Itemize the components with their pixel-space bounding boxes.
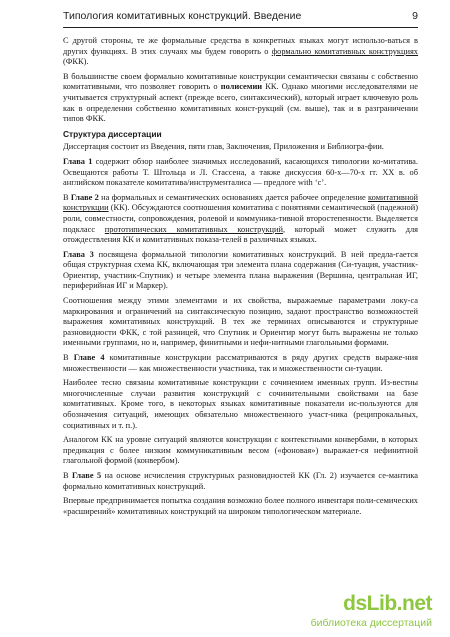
term-kk: комитативной конструкции <box>63 192 418 213</box>
paragraph-4: Глава 1 содержит обзор наиболее значимых исследований, касающихся типологии ко-митатива. Освещаются работы Т. Штольца и Л. Стассена, а также дискуссия 60-х—70-х гг. XX в. об английском показателе комитатива/инструменталиса — предлоге with ‘с’. <box>63 156 418 188</box>
paragraph-2: В большинстве своем формально комитативные конструкции семантически связаны с собственно комитативными, что позволяет говорить о полисемии КК. Однако многими исследователями не учитывается структурный аспект (прежде всего, синтаксический), который играет ключевую роль как в определении собственно комитативных конст-рукций (см. выше), так и в разграничении типов ФКК. <box>63 71 418 124</box>
paragraph-8: В Главе 4 комитативные конструкции рассматриваются в ряду других средств выраже-ния множественности — как множественности участника, так и множественности си-туации. <box>63 353 418 373</box>
section-heading: Структура диссертации <box>63 128 162 139</box>
paragraph-6: Глава 3 посвящена формальной типологии комитативных конструкций. В ней предла-гается общая структурная схема КК, включающая три элемента плана содержания (Си-туация, участник-Ориентир, участник-Спутник) и четыре элемента плана выражения (Вершина, центральная ИГ, периферийная ИГ и Маркер). <box>63 249 418 291</box>
watermark-subtitle: библиотека диссертаций <box>310 617 432 629</box>
paragraph-11: В Главе 5 на основе исчисления структурных разновидностей КК (Гл. 2) изучается се-мантика формально комитативных конструкций. <box>63 470 418 491</box>
paragraph-7: Соотношения между этими элементами и их свойства, выражаемые параметрами локу-са маркирования и ограничений на синтаксическую позицию, задают пространство возможностей выражения комитативных конструкций. В тех же терминах описываются и структурные разновидности ФКК, с той разницей, что Спутник и Ориентир могут быть выражены не только именными группами, но и, например, финитными и нефи-нитными глагольными формами. <box>63 296 418 348</box>
header-title: Типология комитативных конструкций. Введение <box>63 10 302 22</box>
watermark <box>300 592 440 632</box>
paragraph-3: Диссертация состоит из Введения, пяти глав, Заключения, Приложения и Библиогра-фии. <box>63 142 384 152</box>
watermark-logo: dsLib.net <box>343 592 432 615</box>
term-polysemy: полисемии <box>220 82 263 92</box>
header-rule <box>63 27 418 28</box>
paragraph-9: Наиболее тесно связаны комитативные конструкции с сочинением именных групп. Из-вестны многочисленные случаи развития конструкций с сочинительными свойствами на базе комитативных. Кроме того, в некоторых языках комитативные показатели ис-пользуются для обозначения ситуаций, имеющих обязательно множественного участ-ника (реципрокальных, социативных и т. п.). <box>63 378 418 430</box>
term-fkk: формально комитативных конструкциях <box>271 46 418 56</box>
paragraph-5: В Главе 2 на формальных и семантических основаниях дается рабочее определение комитативной конструкции (КК). Обсуждаются соотношения комитатива с понятиями семантической (падежной) роли, совместности, сопровождения, ролевой и коммуника-тивной второстепенности. Выделяется подкласс прототипических комитативных конструкций, который может служить для отождествления КК и комитативных показа-телей в различных языках. <box>63 192 418 245</box>
body-text <box>63 36 418 521</box>
paragraph-1: С другой стороны, те же формальные средства в конкретных языках могут использо-ваться в других функциях. В этих случаях мы будем говорить о формально комитативных конструкциях (ФКК). <box>63 36 418 67</box>
term-prototypical: прототипических комитативных конструкций <box>104 224 283 234</box>
paragraph-12: Впервые предпринимается попытка создания возможно более полного инвентаря поли-семических «расширений» комитативных конструкций на широком типологическом материале. <box>63 496 418 516</box>
page-number: 9 <box>412 10 418 22</box>
paragraph-10: Аналогом КК на уровне ситуаций являются конструкции с контекстными конвербами, в которых предикация с более низким коммуникативным весом («фоновая») выражает-ся нефинитной глагольной формой (конвербом). <box>63 435 418 466</box>
